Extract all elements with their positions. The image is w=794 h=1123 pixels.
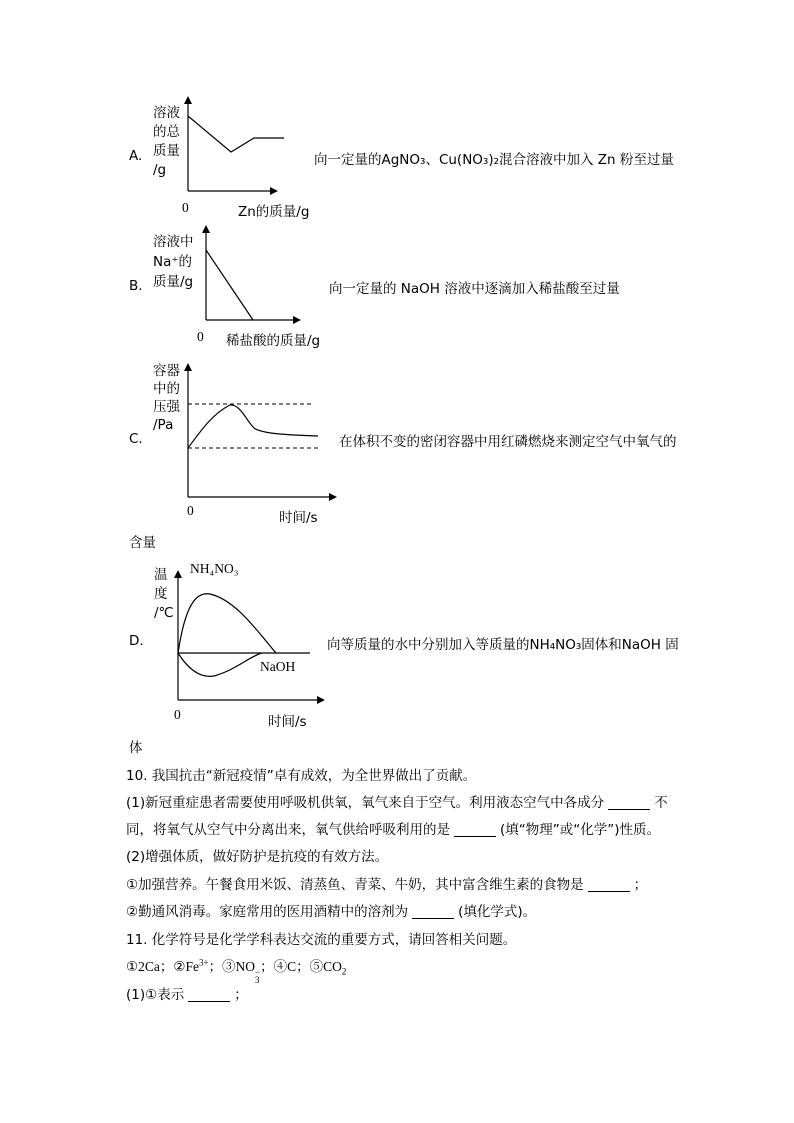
question-part-2-2 [126,900,536,920]
text: ②勤通风消毒。家庭常用的医用酒精中的溶剂为 [126,904,409,920]
y-label-line: 中的 [153,381,180,397]
question-part-2-1 [126,873,647,893]
question-part-2: (2)增强体质，做好防护是抗疫的有效方法。 [126,849,389,865]
origin-label: 0 [174,707,181,722]
option-letter: A. [129,148,143,164]
y-label-line: /℃ [154,605,174,621]
y-label-line: 压强 [153,399,180,415]
question-title: 10. 我国抗击“新冠疫情”卓有成效，为全世界做出了贡献。 [126,768,477,784]
curve-label-top: NH₄NO₃ [190,561,239,576]
y-label-line: 溶液 [153,105,180,121]
curve-naoh-rise [178,594,276,653]
symbol-text: ；④C；⑤CO [260,959,342,974]
origin-label: 0 [197,329,204,344]
charge-superscript: − [255,967,261,977]
option-description: 在体积不变的密闭容器中用红磷燃烧来测定空气中氧气的 [339,434,677,450]
y-axis-arrow-icon [174,570,182,578]
answer-blank[interactable] [188,988,230,1003]
y-axis-label [154,566,174,623]
question-title: 11. 化学符号是化学学科表达交流的重要方式，请回答相关问题。 [126,932,517,948]
text: (填“物理”或“化学”)性质。 [500,822,661,838]
text: (1)①表示 [126,987,185,1003]
curve-label-bottom: NaOH [260,659,296,674]
y-label-line: /Pa [153,417,174,433]
y-label-line: /g [153,162,167,178]
y-label-line: 质量/g [153,274,194,290]
option-letter: D. [129,633,144,649]
x-axis-arrow-icon [317,696,325,704]
question-part-1 [126,983,248,1003]
curve-nh4no3-fall [178,653,262,676]
y-label-line: 的总 [153,124,180,140]
x-axis-label: Zn的质量/g [238,204,310,220]
y-label-line: 容器 [153,363,180,379]
charge-superscript: 3+ [198,957,209,968]
origin-label: 0 [182,200,189,215]
y-label-line: 度 [154,586,168,602]
y-label-line: Na⁺的 [153,254,192,270]
option-description-continuation: 含量 [129,535,156,551]
option-letter: B. [129,278,143,294]
text: ； [234,987,248,1003]
x-axis-label: 稀盐酸的质量/g [226,333,321,349]
text: (填化学式)。 [458,904,537,920]
text: (1)新冠重症患者需要使用呼吸机供氧，氧气来自于空气。利用液态空气中各成分 [126,795,605,811]
y-label-line: 温 [154,567,168,583]
subscript: 2 [341,966,347,977]
text: ①加强营养。午餐食用米饭、清蒸鱼、青菜、牛奶，其中富含维生素的食物是 [126,877,584,893]
answer-blank[interactable] [412,905,454,920]
subscript: 3 [255,975,260,985]
option-description: 向一定量的 NaOH 溶液中逐滴加入稀盐酸至过量 [329,281,620,297]
x-axis-label: 时间/s [279,510,318,526]
answer-blank[interactable] [608,796,650,811]
text: ； [633,877,648,893]
symbol-text: ；③NO [208,959,256,974]
option-description: 向等质量的水中分别加入等质量的NH₄NO₃固体和NaOH 固 [327,637,679,653]
option-letter: C. [129,431,143,447]
origin-label: 0 [187,503,194,518]
question-part-1 [126,791,668,811]
answer-blank[interactable] [588,878,630,893]
x-axis-label: 时间/s [268,714,307,730]
y-label-line: 质量 [153,143,180,159]
y-label-line: 溶液中 [153,234,194,250]
text: 同，将氧气从空气中分离出来，氧气供给呼吸利用的是 [126,822,450,838]
question-part-1-cont [126,818,660,838]
chemical-symbols [126,955,346,984]
symbol-text: ①2Ca；②Fe [126,959,199,974]
text: 不 [654,795,668,811]
answer-blank[interactable] [454,823,496,838]
option-description: 向一定量的AgNO₃、Cu(NO₃)₂混合溶液中加入 Zn 粉至过量 [314,152,674,168]
option-description-continuation: 体 [129,740,143,756]
